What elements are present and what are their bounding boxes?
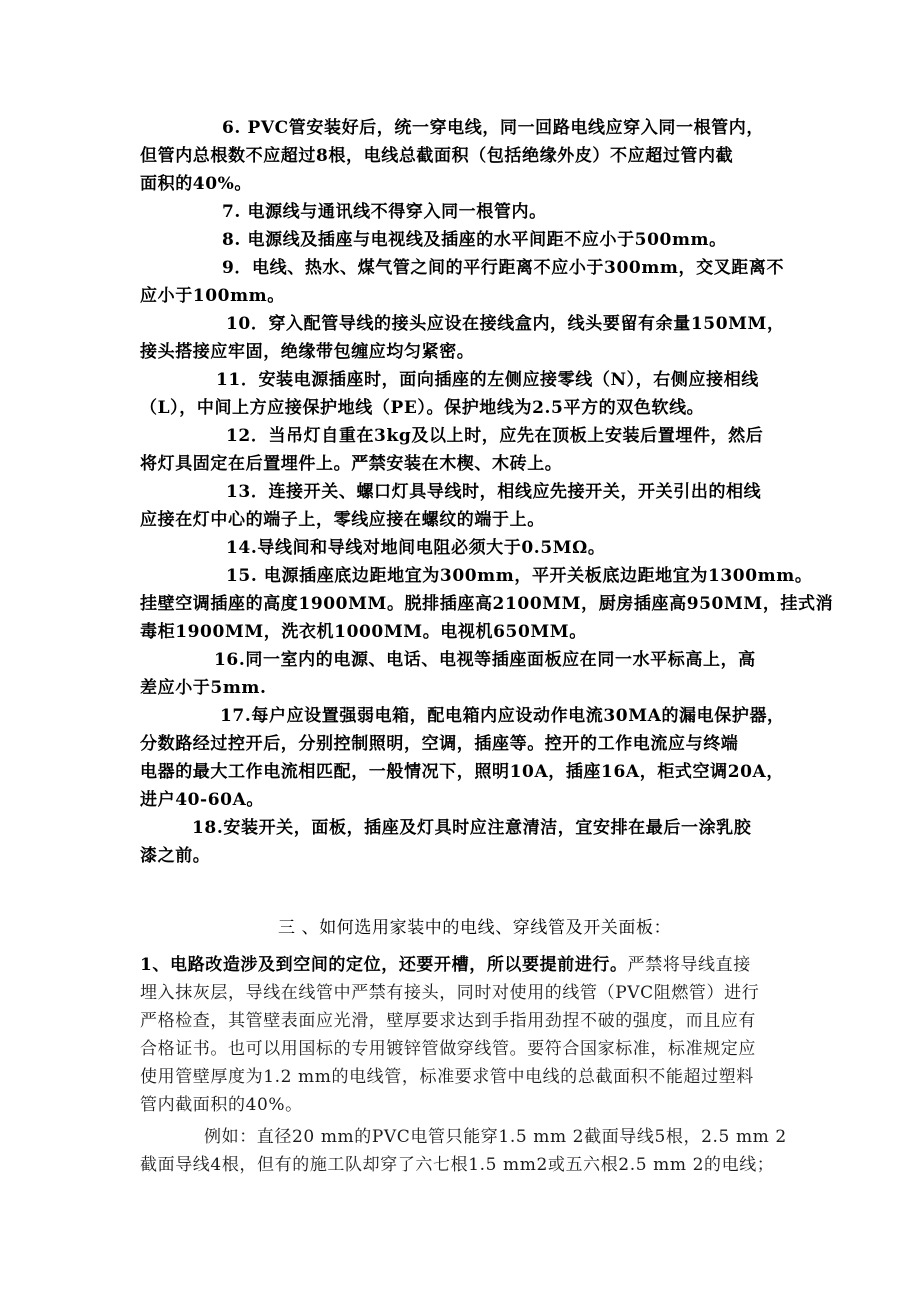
item-14: 14.导线间和导线对地间电阻必须大于0.5MΩ。: [226, 538, 606, 558]
item-12-line-2: 将灯具固定在后置埋件上。严禁安装在木楔、木砖上。: [140, 454, 563, 474]
item-11-line-2: （L），中间上方应接保护地线（PE）。保护地线为2.5平方的双色软线。: [140, 398, 705, 418]
item-6-line-3: 面积的40%。: [140, 174, 253, 194]
item-9-line-2: 应小于100mm。: [140, 286, 285, 306]
item-17-line-4: 进户40-60A。: [140, 790, 264, 810]
section-three-para-2-line-1: 例如：直径20 mm的PVC电管只能穿1.5 mm 2截面导线5根，2.5 mm 2: [204, 1127, 787, 1147]
section-three-para-1-line-1: [140, 955, 751, 975]
item-10-line-1: 10．穿入配管导线的接头应设在接线盒内，线头要留有余量150MM，: [226, 314, 785, 334]
section-three-para-1-line-5: 使用管壁厚度为1.2 mm的电线管，标准要求管中电线的总截面积不能超过塑料: [140, 1067, 754, 1087]
item-18-line-1: 18.安装开关，面板，插座及灯具时应注意清洁，宜安排在最后一涂乳胶: [192, 818, 752, 838]
item-16-line-2: 差应小于5mm.: [140, 678, 267, 698]
item-9-line-1: 9．电线、热水、煤气管之间的平行距离不应小于300mm，交叉距离不: [222, 258, 785, 278]
item-6-line-1: 6. PVC管安装好后，统一穿电线，同一回路电线应穿入同一根管内，: [222, 118, 764, 138]
item-15-line-2: 挂壁空调插座的高度1900MM。脱排插座高2100MM，厨房插座高950MM，挂式消: [140, 594, 834, 614]
item-17-line-3: 电器的最大工作电流相匹配，一般情况下，照明10A，插座16A，柜式空调20A，: [140, 762, 784, 782]
item-18-line-2: 漆之前。: [140, 846, 211, 866]
item-7: 7. 电源线与通讯线不得穿入同一根管内。: [222, 202, 547, 222]
para-1-line-1-rest: 严禁将导线直接: [627, 955, 751, 975]
item-15-line-1: 15. 电源插座底边距地宜为300mm，平开关板底边距地宜为1300mm。: [226, 566, 813, 586]
item-16-line-1: 16.同一室内的电源、电话、电视等插座面板应在同一水平标高上，高: [214, 650, 756, 670]
section-three-para-2-line-2: 截面导线4根，但有的施工队却穿了六七根1.5 mm2或五六根2.5 mm 2的电线；: [140, 1155, 775, 1175]
section-three-para-1-line-4: 合格证书。也可以用国标的专用镀锌管做穿线管。要符合国家标准，标准规定应: [140, 1039, 756, 1059]
item-11-line-1: 11．安装电源插座时，面向插座的左侧应接零线（N），右侧应接相线: [216, 370, 759, 390]
para-1-lead: 1、电路改造涉及到空间的定位，还要开槽，所以要提前进行。: [140, 955, 628, 975]
item-12-line-1: 12．当吊灯自重在3kg及以上时，应先在顶板上安装后置埋件，然后: [226, 426, 764, 446]
item-15-line-3: 毒柜1900MM，洗衣机1000MM。电视机650MM。: [140, 622, 587, 642]
item-13-line-1: 13．连接开关、螺口灯具导线时，相线应先接开关，开关引出的相线: [226, 482, 762, 502]
item-17-line-2: 分数路经过控开后，分别控制照明，空调，插座等。控开的工作电流应与终端: [140, 734, 739, 754]
item-13-line-2: 应接在灯中心的端子上，零线应接在螺纹的端于上。: [140, 510, 545, 530]
item-10-line-2: 接头搭接应牢固，绝缘带包缠应均匀紧密。: [140, 342, 475, 362]
section-three-heading: 三 、如何选用家装中的电线、穿线管及开关面板：: [278, 918, 672, 938]
section-three-para-1-line-6: 管内截面积的40%。: [140, 1095, 303, 1115]
item-17-line-1: 17.每户应设置强弱电箱，配电箱内应设动作电流30MA的漏电保护器，: [220, 706, 785, 726]
item-6-line-2: 但管内总根数不应超过8根，电线总截面积（包括绝缘外皮）不应超过管内截: [140, 146, 734, 166]
item-8: 8. 电源线及插座与电视线及插座的水平间距不应小于500mm。: [222, 230, 727, 250]
section-three-para-1-line-3: 严格检查，其管壁表面应光滑，壁厚要求达到手指用劲捏不破的强度，而且应有: [140, 1011, 756, 1031]
section-three-para-1-line-2: 埋入抹灰层，导线在线管中严禁有接头，同时对使用的线管（PVC阻燃管）进行: [140, 983, 760, 1003]
